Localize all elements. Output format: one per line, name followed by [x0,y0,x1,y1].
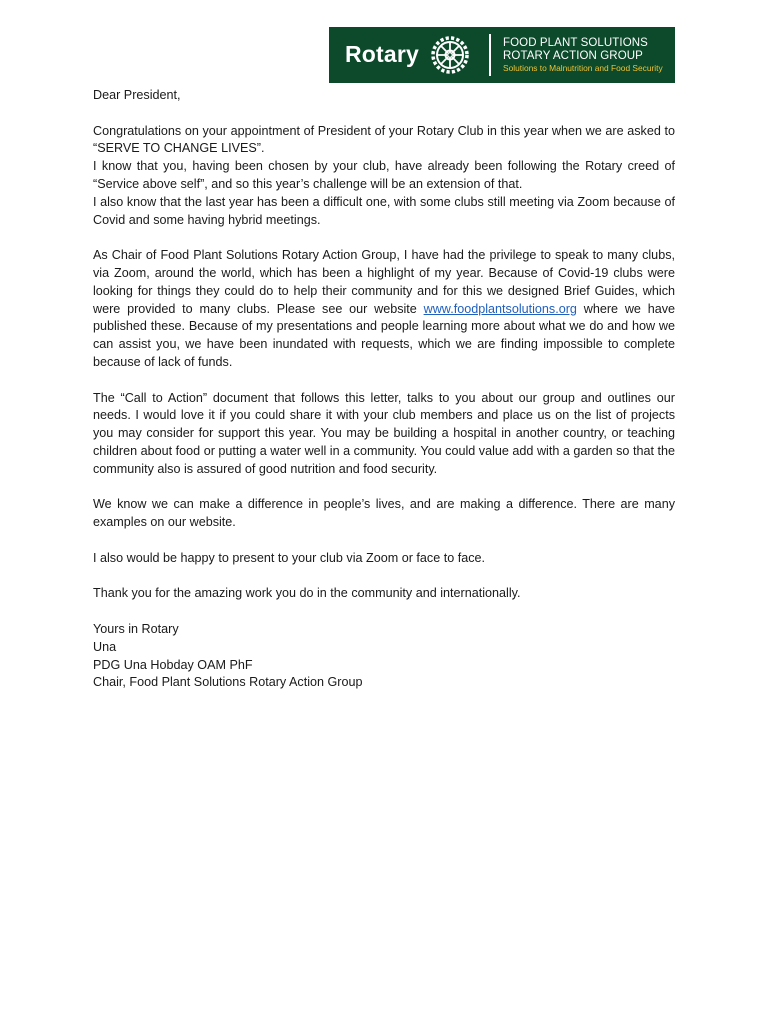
paragraph-chair [93,247,675,372]
salutation: Dear President, [93,88,181,102]
signature-role: Chair, Food Plant Solutions Rotary Action Group [93,675,363,690]
rotary-wordmark: Rotary [345,41,420,67]
paragraph-difference: We know we can make a difference in people’s lives, and are making a difference. There are many examples on our website. [93,497,675,530]
closing: Yours in Rotary [93,621,179,636]
signature-name: Una [93,639,117,654]
paragraph-line: I know that you, having been chosen by your club, have already been following the Rotary creed of “Service above self”, and so this year’s challenge will be an extension of that. [93,159,675,191]
website-link[interactable]: www.foodplantsolutions.org [423,301,577,316]
paragraph-line: Congratulations on your appointment of President of your Rotary Club in this year when we are asked to “SERVE TO CHANGE LIVES”. [93,123,675,156]
paragraph-text: As Chair of Food Plant Solutions Rotary Action Group, I have had the privilege to speak to many clubs, via Zoom, around the world, which has been a highlight of my year. Because of Covid-19 clubs were looking for things they could do to help their community and for this we designed Brief Guides, which were provided to many clubs. Please see our website [93,248,675,316]
group-name-line2: ROTARY ACTION GROUP [503,50,643,62]
paragraph-text: where we have published these. Because of my presentations and people learning more about what we do and how we can assist you, we have been inundated with requests, which we are finding impossible to complete because of lack of funds. [93,301,676,369]
group-name-block [503,37,671,74]
header-banner [329,27,675,83]
rotary-wheel-icon [427,32,473,78]
paragraph-line: I also know that the last year has been a difficult one, with some clubs still meeting via Zoom because of Covid and some having hybrid meetings. [93,194,675,227]
letter-body [93,87,675,710]
paragraph-congratulations [93,123,675,230]
signature-block [93,621,675,692]
group-tagline: Solutions to Malnutrition and Food Security [503,63,663,73]
paragraph-call-to-action: The “Call to Action” document that follows this letter, talks to you about our group and outlines our needs. I would love it if you could share it with your club members and place us on the list of projects you may consider for support this year. You may be building a hospital in another country, or teaching children about food or putting a water well in a community. You could value add with a garden so that the community also is assured of good nutrition and food security. [93,390,675,476]
header-divider [489,34,491,76]
paragraph-thanks: Thank you for the amazing work you do in the community and internationally. [93,586,521,601]
signature-title: PDG Una Hobday OAM PhF [93,657,253,672]
paragraph-present: I also would be happy to present to your club via Zoom or face to face. [93,550,486,565]
group-name-line1: FOOD PLANT SOLUTIONS [503,37,648,49]
